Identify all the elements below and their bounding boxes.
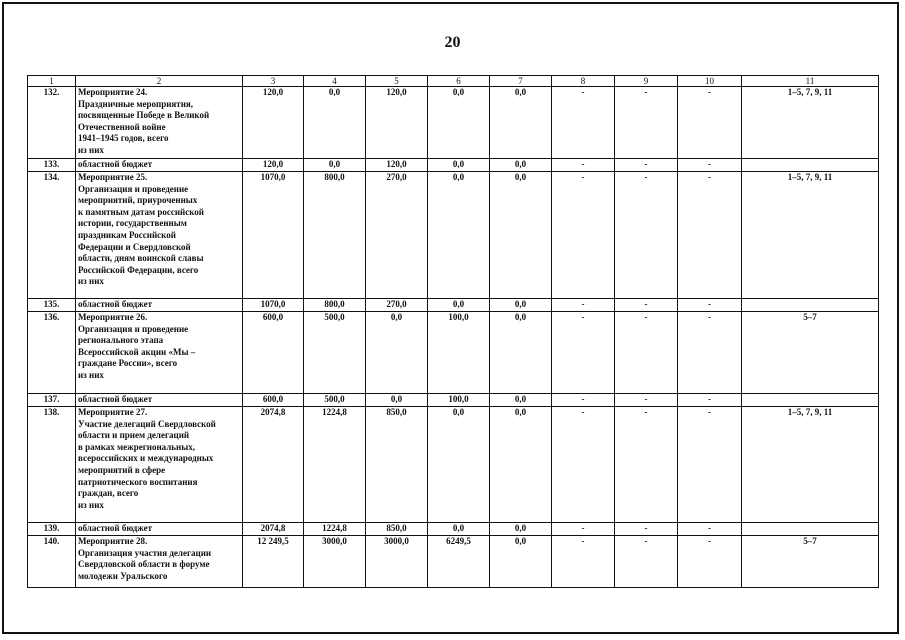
row-description: областной бюджет [76, 159, 243, 172]
row-description: Мероприятие 24. Праздничные мероприятия, посвященные Победе в Великой Отечественной войне 1941–1945 годов, всего из них [76, 87, 243, 159]
row-number: 139. [28, 523, 76, 536]
col3-value: 2074,8 [243, 523, 304, 536]
column-header: 3 [243, 76, 304, 87]
col10-value: - [678, 394, 742, 407]
col5-value: 850,0 [366, 523, 428, 536]
col8-value: - [552, 523, 615, 536]
col5-value: 0,0 [366, 394, 428, 407]
col4-value: 800,0 [304, 299, 366, 312]
table-row [28, 536, 879, 588]
col11-indicators [742, 523, 879, 536]
table-row [28, 172, 879, 299]
col8-value: - [552, 407, 615, 523]
column-header: 2 [76, 76, 243, 87]
col8-value: - [552, 172, 615, 299]
row-description: областной бюджет [76, 523, 243, 536]
col11-indicators: 1–5, 7, 9, 11 [742, 407, 879, 523]
col9-value: - [615, 536, 678, 588]
col4-value: 1224,8 [304, 407, 366, 523]
col6-value: 100,0 [428, 394, 490, 407]
col11-indicators: 5–7 [742, 312, 879, 394]
row-number: 132. [28, 87, 76, 159]
column-header: 1 [28, 76, 76, 87]
col8-value: - [552, 536, 615, 588]
col10-value: - [678, 87, 742, 159]
col3-value: 120,0 [243, 87, 304, 159]
table-row [28, 394, 879, 407]
row-description: Мероприятие 26. Организация и проведение регионального этапа Всероссийской акции «Мы – граждане России», всего из них [76, 312, 243, 394]
col7-value: 0,0 [490, 312, 552, 394]
col11-indicators [742, 394, 879, 407]
col9-value: - [615, 394, 678, 407]
column-header: 9 [615, 76, 678, 87]
col4-value: 500,0 [304, 312, 366, 394]
col10-value: - [678, 299, 742, 312]
row-description: Мероприятие 27. Участие делегаций Свердловской области и прием делегаций в рамках межрегиональных, всероссийских и международных мероприятий в сфере патриотического воспитания граждан, всего из них [76, 407, 243, 523]
col5-value: 0,0 [366, 312, 428, 394]
col7-value: 0,0 [490, 523, 552, 536]
column-header: 7 [490, 76, 552, 87]
table-row [28, 159, 879, 172]
col6-value: 100,0 [428, 312, 490, 394]
col3-value: 1070,0 [243, 172, 304, 299]
col10-value: - [678, 159, 742, 172]
col5-value: 3000,0 [366, 536, 428, 588]
col11-indicators: 1–5, 7, 9, 11 [742, 87, 879, 159]
col3-value: 12 249,5 [243, 536, 304, 588]
col6-value: 0,0 [428, 523, 490, 536]
col5-value: 120,0 [366, 87, 428, 159]
col5-value: 120,0 [366, 159, 428, 172]
col4-value: 3000,0 [304, 536, 366, 588]
col10-value: - [678, 523, 742, 536]
col9-value: - [615, 159, 678, 172]
page-number: 20 [444, 34, 461, 51]
col9-value: - [615, 299, 678, 312]
row-description: областной бюджет [76, 394, 243, 407]
col3-value: 600,0 [243, 394, 304, 407]
column-header: 8 [552, 76, 615, 87]
col6-value: 0,0 [428, 172, 490, 299]
col7-value: 0,0 [490, 159, 552, 172]
column-header: 4 [304, 76, 366, 87]
column-header: 10 [678, 76, 742, 87]
col7-value: 0,0 [490, 299, 552, 312]
budget-table [27, 75, 879, 588]
row-description: областной бюджет [76, 299, 243, 312]
col11-indicators [742, 159, 879, 172]
col6-value: 6249,5 [428, 536, 490, 588]
col5-value: 850,0 [366, 407, 428, 523]
col5-value: 270,0 [366, 172, 428, 299]
col9-value: - [615, 312, 678, 394]
column-header: 5 [366, 76, 428, 87]
col4-value: 800,0 [304, 172, 366, 299]
row-number: 136. [28, 312, 76, 394]
table-row [28, 299, 879, 312]
col11-indicators: 5–7 [742, 536, 879, 588]
col8-value: - [552, 394, 615, 407]
col7-value: 0,0 [490, 407, 552, 523]
row-number: 133. [28, 159, 76, 172]
col9-value: - [615, 172, 678, 299]
col7-value: 0,0 [490, 87, 552, 159]
col5-value: 270,0 [366, 299, 428, 312]
col3-value: 1070,0 [243, 299, 304, 312]
row-number: 140. [28, 536, 76, 588]
col10-value: - [678, 312, 742, 394]
col4-value: 0,0 [304, 159, 366, 172]
col8-value: - [552, 299, 615, 312]
column-header: 11 [742, 76, 879, 87]
col10-value: - [678, 536, 742, 588]
col3-value: 600,0 [243, 312, 304, 394]
row-number: 134. [28, 172, 76, 299]
column-header-row [28, 76, 879, 87]
table-row [28, 312, 879, 394]
col4-value: 500,0 [304, 394, 366, 407]
col8-value: - [552, 159, 615, 172]
col9-value: - [615, 87, 678, 159]
table-row [28, 523, 879, 536]
col6-value: 0,0 [428, 407, 490, 523]
table-row [28, 87, 879, 159]
row-number: 135. [28, 299, 76, 312]
col10-value: - [678, 172, 742, 299]
row-description: Мероприятие 25. Организация и проведение мероприятий, приуроченных к памятным датам российской истории, государственным праздникам Российской Федерации и Свердловской области, дням воинской славы Российской Федерации, всего из них [76, 172, 243, 299]
row-number: 138. [28, 407, 76, 523]
col6-value: 0,0 [428, 87, 490, 159]
col6-value: 0,0 [428, 299, 490, 312]
column-header: 6 [428, 76, 490, 87]
col8-value: - [552, 312, 615, 394]
col11-indicators [742, 299, 879, 312]
col11-indicators: 1–5, 7, 9, 11 [742, 172, 879, 299]
col6-value: 0,0 [428, 159, 490, 172]
col9-value: - [615, 523, 678, 536]
col7-value: 0,0 [490, 172, 552, 299]
col4-value: 1224,8 [304, 523, 366, 536]
col9-value: - [615, 407, 678, 523]
col3-value: 120,0 [243, 159, 304, 172]
row-number: 137. [28, 394, 76, 407]
col8-value: - [552, 87, 615, 159]
row-description: Мероприятие 28. Организация участия делегации Свердловской области в форуме молодежи Уральского [76, 536, 243, 588]
col7-value: 0,0 [490, 536, 552, 588]
col7-value: 0,0 [490, 394, 552, 407]
col3-value: 2074,8 [243, 407, 304, 523]
col4-value: 0,0 [304, 87, 366, 159]
col10-value: - [678, 407, 742, 523]
table-row [28, 407, 879, 523]
